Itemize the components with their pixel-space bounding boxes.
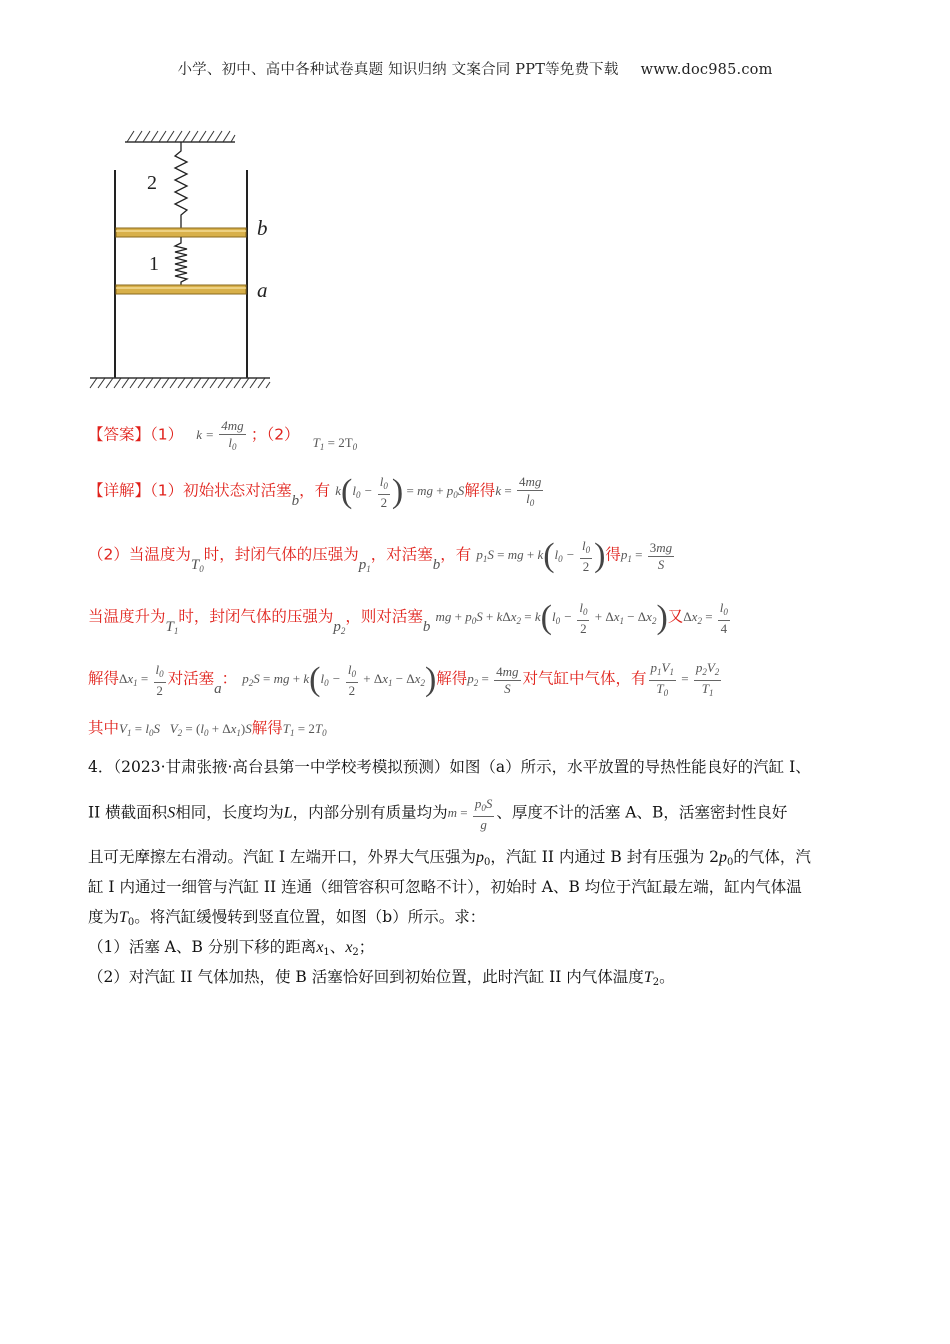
question4-line-2 <box>88 796 787 833</box>
answer-t-formula <box>312 435 358 453</box>
header-text: 小学、初中、高中各种试卷真题 知识归纳 文案合同 PPT等免费下载 <box>177 62 619 78</box>
answer-line <box>88 418 357 455</box>
detail-line5-solve: 解得 <box>251 719 283 737</box>
question4-line3: 且可无摩擦左右滑动。汽缸 I 左端开口，外界大气压强为 <box>88 848 476 866</box>
page-header <box>0 58 950 79</box>
detail-line1-solve: 解得 <box>464 481 496 500</box>
detail-line4-solve: 解得 <box>88 669 120 688</box>
detail-line2-p1-sub: 1 <box>366 564 371 575</box>
detail-line-5 <box>88 716 327 738</box>
detail-line-4: 解得$\Delta x_1$ = $\frac{l_0}{2}$ 对活塞a： $p_2S$ = mg + $k(l_0$ − $\frac{l_0}{2}$ + $\Delta x_1 - \Delta x_2$)解得$p_2$ = $\frac{4mg}{S}$ 对气缸中气体，有 $\frac{p_1V_1}{T_0}$ = $\frac{p_2V_2}{T_1}$ <box>88 660 723 701</box>
answer-k-formula <box>196 418 251 452</box>
question4-line5a: 度为 <box>88 908 120 926</box>
question4-q1-end: ； <box>358 938 375 956</box>
detail-line3-text2: 时，封闭气体的压强为 <box>178 607 334 626</box>
answer-t-rhs-sub: 0 <box>352 442 358 453</box>
detail-line3-b: b <box>422 619 431 636</box>
detail-eq3: mg + $p_0S + k\Delta x_2 = k(l_0$ − $\frac{l_0}{2}$ + $\Delta x_1 - \Delta x_2$) <box>435 599 668 637</box>
detail-line2-text4: ，有 <box>440 545 472 564</box>
question4-number: 4． <box>88 758 114 776</box>
detail-line2-text1: （2）当温度为 <box>88 545 191 564</box>
detail-line2-T0-sym: T <box>190 557 200 574</box>
question4-line3b: ，汽缸 II 内通过 B 封有压强为 2 <box>490 848 719 866</box>
detail-eq4-gas: $\frac{p_1V_1}{T_0}$ = $\frac{p_2V_2}{T_1}$ <box>650 660 720 698</box>
answer-t-rhs: = 2T <box>324 435 353 451</box>
question4-mass-formula: m = $\frac{p_0S}{g}$ <box>447 796 493 832</box>
detail-line3-p2-sym: p <box>333 619 341 636</box>
detail-eq1: $k(l_0$ − $\frac{l_0}{2}$ ) = mg + $p_0S$ <box>335 473 465 511</box>
detail-line-1 <box>88 474 545 511</box>
question4-line2d: 、厚度不计的活塞 A、B，活塞密封性良好 <box>496 803 788 822</box>
detail-line5-text1: 其中 <box>88 719 120 737</box>
detail-eq3-dx2: $\Delta x_2$ = $\frac{l_0}{4}$ <box>683 600 728 636</box>
question4-T0-sub: 0 <box>127 917 135 928</box>
detail-eq5-result: $T_1 = 2T_0$ <box>282 721 327 738</box>
detail-line2-text2: 时，封闭气体的压强为 <box>203 545 359 564</box>
question4-line4: 缸 I 内通过一细管与汽缸 II 连通（细管容积可忽略不计），初始时 A、B 均位于汽缸最左端，缸内气体温 <box>88 878 802 896</box>
ceiling-hatch <box>125 131 235 142</box>
spring-1-label: 1 <box>149 253 159 275</box>
detail-line4-solve2: 解得 <box>436 669 468 688</box>
question4-line5b: 。将汽缸缓慢转到竖直位置，如图（b）所示。求： <box>134 908 486 926</box>
detail-line3-text3: ，则对活塞 <box>345 607 423 626</box>
detail-line1-text: （1）初始状态对活塞 <box>150 481 292 500</box>
question4-p0-sub: 0 <box>483 857 491 868</box>
question4-T2-sub: 2 <box>652 977 660 988</box>
piston-b-label: b <box>257 216 268 240</box>
detail-eq4-dx1: $\Delta x_1$ = $\frac{l_0}{2}$ <box>119 662 164 698</box>
detail-line3-T1-sym: T <box>165 619 174 636</box>
question4-sub-2 <box>88 962 675 998</box>
question4-T2: T <box>643 969 653 986</box>
detail-line3-T1 <box>166 619 179 635</box>
question4-line2c: ，内部分别有质量均为 <box>292 803 448 822</box>
detail-line1-b: b <box>291 493 300 510</box>
detail-eq1-result: k = $\frac{4mg}{l_0}$ <box>495 474 542 508</box>
question4-line-1 <box>88 752 811 782</box>
spring-2-label: 2 <box>147 172 157 194</box>
question4-p0: p <box>475 849 484 866</box>
question4-x1-sub: 1 <box>323 947 330 958</box>
detail-line2-get: 得 <box>605 545 621 564</box>
question4-2p0: p <box>719 849 727 866</box>
detail-eq2: $p_1S$ = mg + $k(l_0$ − $\frac{l_0}{2}$ ) <box>476 537 606 575</box>
question4-q2-end: 。 <box>659 968 675 986</box>
question4-line-4 <box>88 872 802 902</box>
question4-L: L <box>283 804 293 822</box>
answer-t: T <box>312 435 320 451</box>
ground-hatch <box>90 378 270 388</box>
detail-line2-b: b <box>432 557 441 574</box>
answer-t-sub: 1 <box>319 442 325 453</box>
detail-line1-has: ，有 <box>299 481 331 500</box>
detail-eq2-result: $p_1$ = $\frac{3mg}{S}$ <box>620 540 673 572</box>
piston-a-label: a <box>257 278 268 302</box>
detail-line-2 <box>88 538 676 575</box>
detail-line4-text2: 对活塞 <box>167 669 215 688</box>
header-url[interactable]: www.doc985.com <box>640 62 773 78</box>
answer-k-frac <box>219 418 245 455</box>
question4-line2b: 相同，长度均为 <box>175 803 284 822</box>
detail-eq4-p2: $p_2$ = $\frac{4mg}{S}$ <box>467 664 519 696</box>
question4-x2-sub: 2 <box>352 947 359 958</box>
answer-k-den <box>226 435 238 455</box>
detail-line2-text3: ，对活塞 <box>370 545 433 564</box>
spring-1 <box>175 237 187 285</box>
detail-line4-text3: 对气缸中气体，有 <box>522 669 647 688</box>
answer-k-lhs: k = <box>196 427 215 443</box>
question4-q1-text: （1）活塞 A、B 分别下移的距离 <box>88 938 317 956</box>
detail-line2-T0 <box>191 557 204 573</box>
detail-line2-T0-sub: 0 <box>199 564 204 575</box>
question4-line2a: II 横截面积 <box>88 803 168 822</box>
detail-line2-p1 <box>359 557 371 573</box>
detail-line3-also: 又 <box>667 607 684 626</box>
piston-a <box>116 285 246 294</box>
question4-x1: x <box>316 939 324 956</box>
question4-T0: T <box>119 909 128 926</box>
spring-2 <box>175 142 187 228</box>
question4-S: S <box>167 804 176 822</box>
question4-q2-text: （2）对汽缸 II 气体加热，使 B 活塞恰好回到初始位置，此时汽缸 II 内气体温度 <box>88 968 644 986</box>
detail-tag: 【详解】 <box>88 481 151 500</box>
question4-q1-sep: 、 <box>329 938 346 956</box>
answer-part1-num: （1） <box>150 425 184 444</box>
detail-line2-p1-sym: p <box>358 557 367 574</box>
answer-k-den-sub: 0 <box>232 442 237 452</box>
detail-line4-a: a <box>214 681 222 698</box>
question4-line3c: 的气体，汽 <box>733 848 811 866</box>
answer-tag: 【答案】 <box>88 425 151 444</box>
answer-part2-num: （2） <box>266 425 300 444</box>
detail-line3-T1-sub: 1 <box>173 626 179 637</box>
piston-b <box>116 228 246 237</box>
question4-source: （2023·甘肃张掖·高台县第一中学校考模拟预测）如图（a）所示，水平放置的导热性能良好的汽缸 I、 <box>113 758 811 776</box>
detail-eq4: $p_2S$ = mg + $k(l_0$ − $\frac{l_0}{2}$ + $\Delta x_1 - \Delta x_2$) <box>242 661 437 699</box>
detail-line3-text1: 当温度升为 <box>88 607 166 626</box>
spring-piston-figure <box>85 125 285 395</box>
question4-x2: x <box>345 939 353 956</box>
detail-eq5-v: $V_1 = l_0S$ $V_2 = (l_0 + \Delta x_1)S$ <box>119 721 252 738</box>
detail-line3-p2 <box>333 619 345 635</box>
answer-k-den-l: l <box>228 435 233 450</box>
detail-line3-p2-sub: 2 <box>340 626 346 637</box>
question4-2p0-sub: 0 <box>727 857 734 868</box>
answer-k-num: 4mg <box>221 418 244 433</box>
detail-line-3 <box>88 600 732 637</box>
answer-sep: ； <box>250 425 267 444</box>
